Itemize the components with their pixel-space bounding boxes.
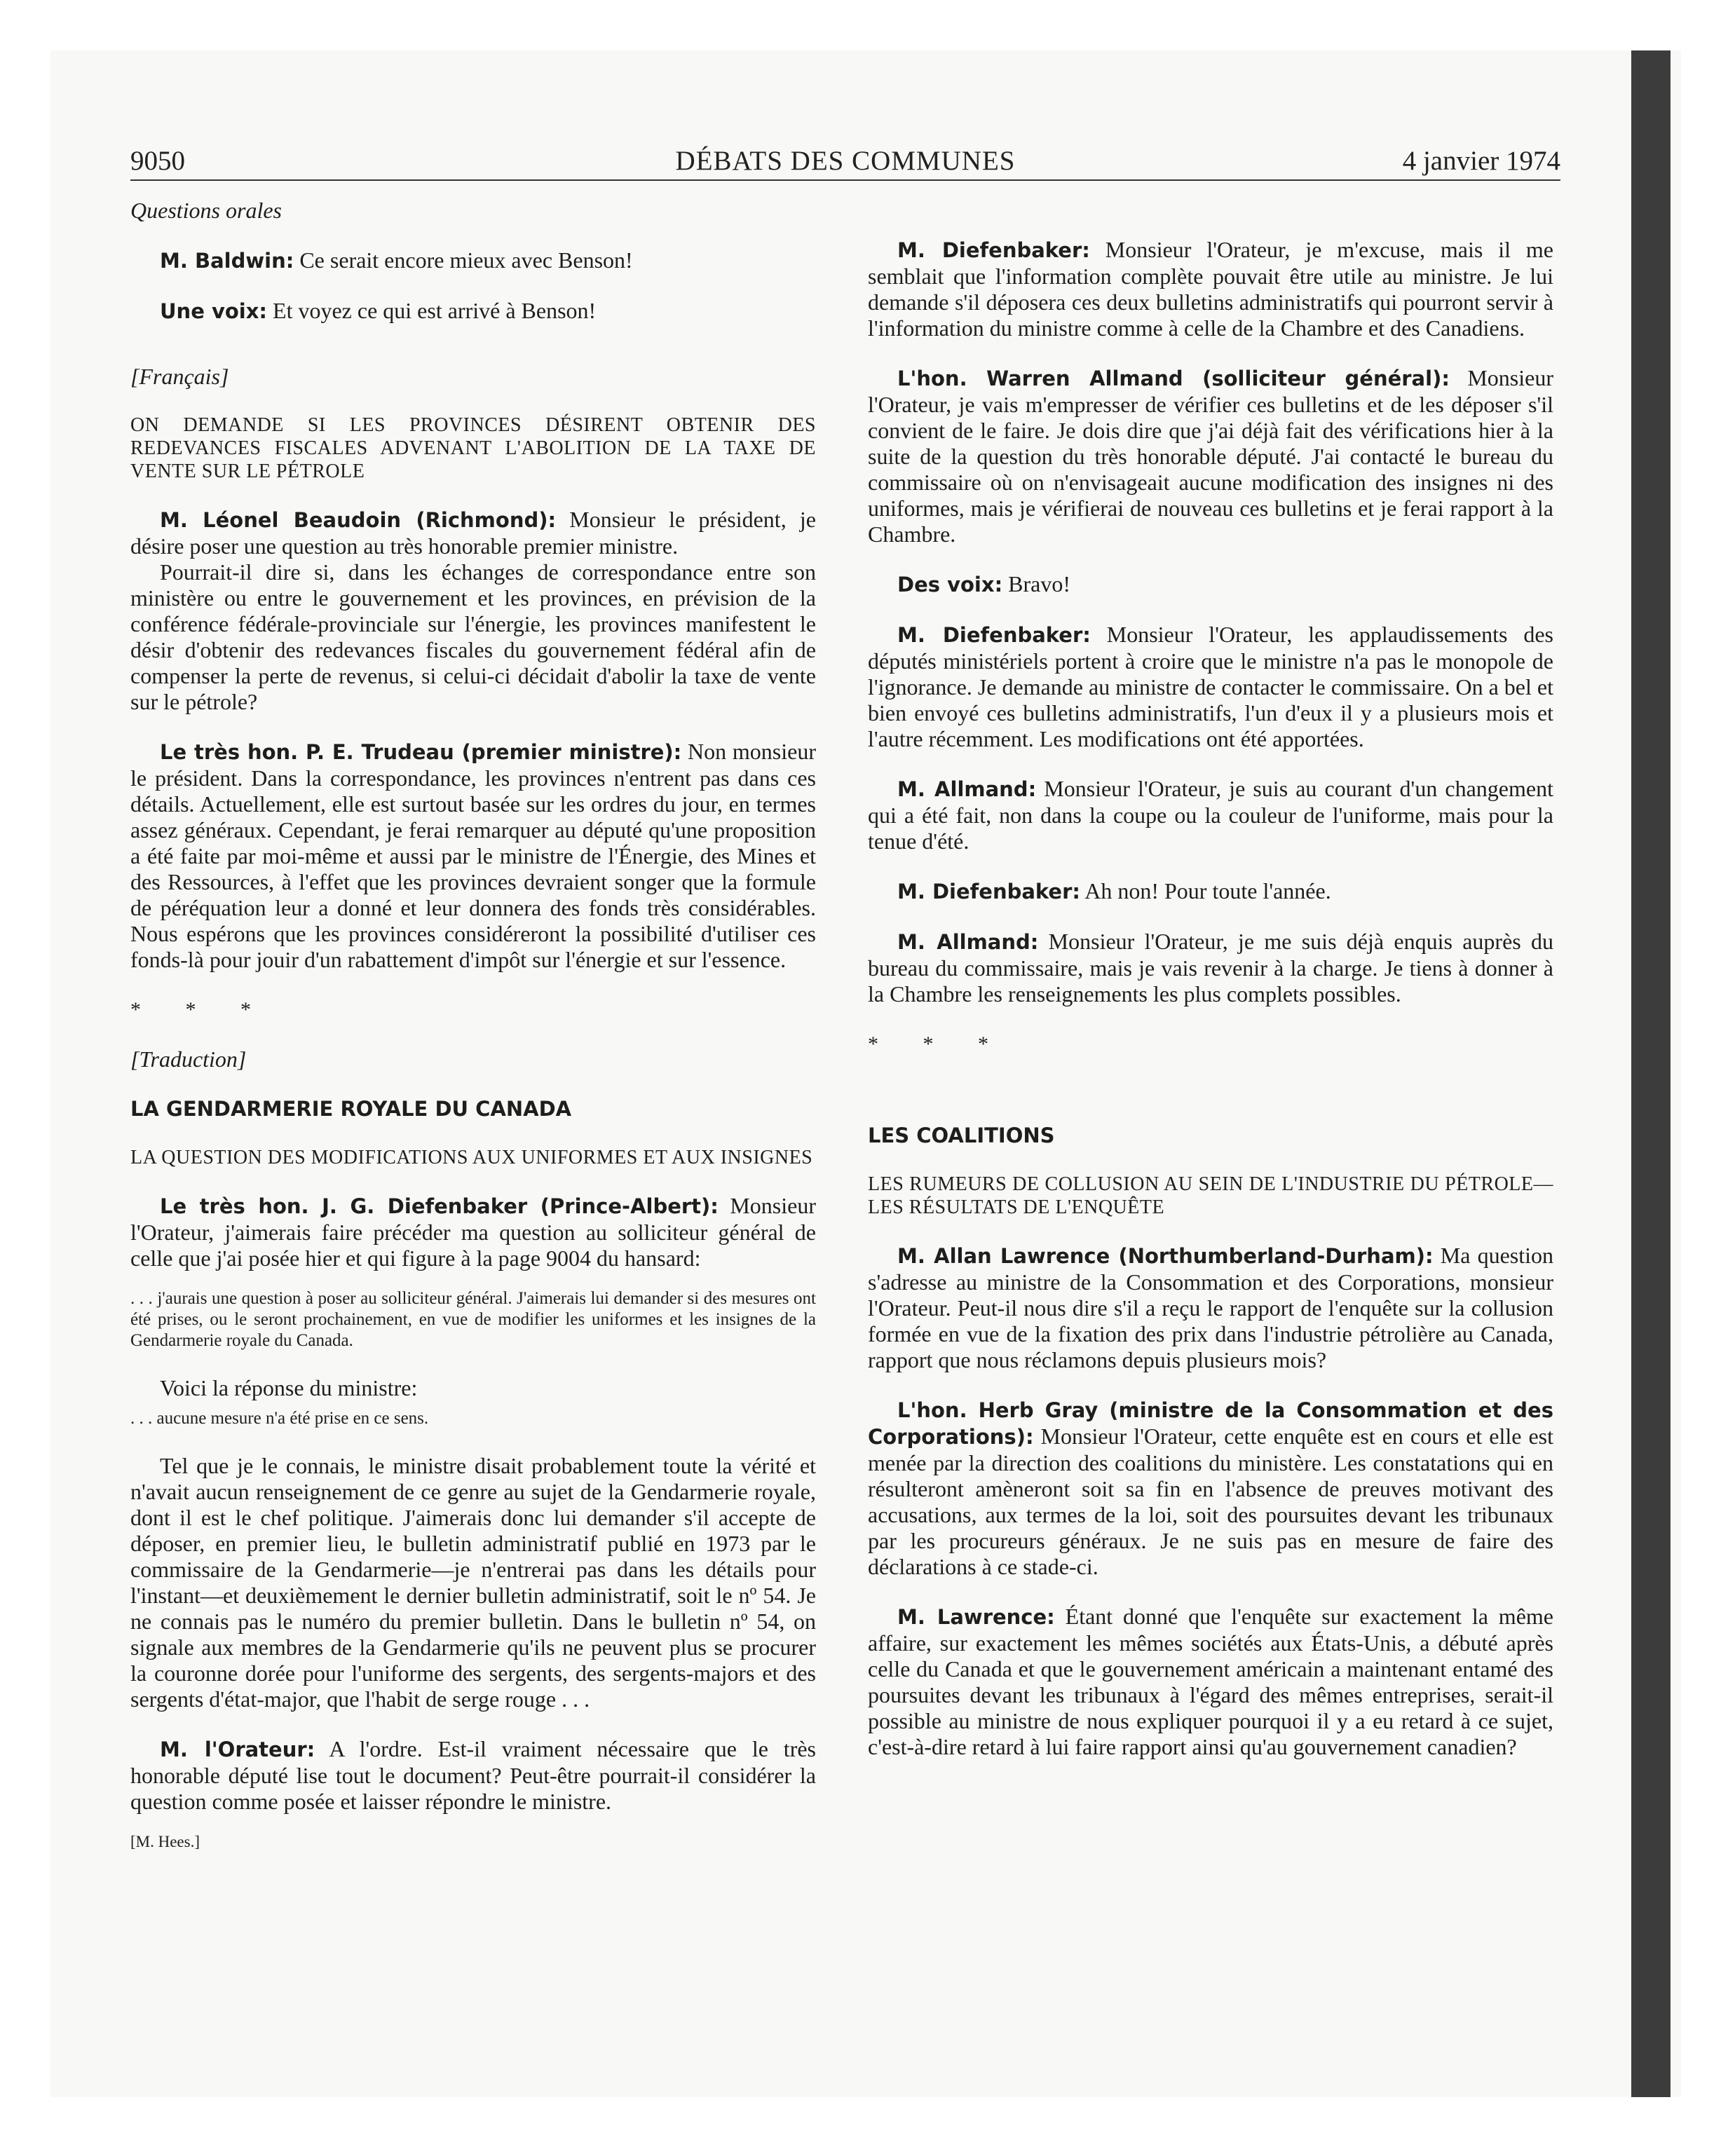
speaker-name: Le très hon. J. G. Diefenbaker (Prince-Albert): <box>160 1194 719 1218</box>
scan-edge-bar <box>1631 50 1671 2097</box>
speaker-name: L'hon. Herb Gray (ministre de la Consommation et des Corporations): <box>868 1398 1553 1449</box>
speech-paragraph: Voici la réponse du ministre: <box>160 1375 418 1400</box>
speech-text: Monsieur l'Orateur, je m'excuse, mais il me semblait que l'information complète pouvait être utile au ministre. Je lui demande s'il déposera ces deux bulletins administratifs qui pourront servir à l'information du ministre comme à celle de la Chambre et des Canadiens. <box>868 237 1553 341</box>
speaker-name: M. l'Orateur: <box>160 1738 315 1761</box>
speech-paragraph <box>130 247 816 274</box>
speech-text: Monsieur l'Orateur, je vais m'empresser de vérifier ces bulletins et de les déposer s'il convient de le faire. Je dois dire que j'ai déjà fait des vérifications hier à la suite de la question du très honorable député. J'ai contacté le bureau du commissaire où on n'envisageait aucune modification des insignes ni des uniformes, mais je vérifierai de nouveau ces bulletins et je ferai rapport à la Chambre. <box>868 365 1554 547</box>
speech-paragraph <box>868 929 1553 1007</box>
speech-paragraph <box>868 1397 1553 1580</box>
spacer <box>868 1081 1553 1123</box>
publication-title: DÉBATS DES COMMUNES <box>675 146 1016 176</box>
speaker-name: M. Diefenbaker: <box>897 880 1080 903</box>
running-title: Questions orales <box>130 198 282 223</box>
speaker-name: M. Allmand: <box>897 930 1039 954</box>
speech-text: Monsieur l'Orateur, j'aimerais faire précéder ma question au solliciteur général de celle que j'ai posée hier et qui figure à la page 9004 du hansard: <box>130 1193 816 1271</box>
speaker-name: M. Diefenbaker: <box>897 238 1090 262</box>
speech-paragraph <box>868 776 1553 854</box>
speaker-name: M. Léonel Beaudoin (Richmond): <box>160 508 557 532</box>
speech-paragraph <box>130 1736 816 1815</box>
speaker-name: M. Lawrence: <box>897 1605 1055 1629</box>
language-tag: [Traduction] <box>130 1046 247 1072</box>
quotation: . . . aucune mesure n'a été prise en ce sens. <box>130 1409 429 1428</box>
speech-text: Bravo! <box>1002 571 1071 596</box>
page-date: 4 janvier 1974 <box>1402 146 1560 176</box>
speech-paragraph <box>130 739 816 973</box>
speaker-name: Des voix: <box>897 573 1003 596</box>
speech-text: Étant donné que l'enquête sur exactement la même affaire, sur exactement les mêmes sociétés aux États-Unis, a débuté après celle du Canada et que le gouvernement américain a maintenant entamé des poursuites devant les tribunaux à l'égard des mêmes entreprises, serait-il possible au ministre de nous expliquer pourquoi il y a eu retard à ce sujet, c'est-à-dire retard à lui faire rapport ainsi qu'au gouvernement canadien? <box>868 1604 1553 1759</box>
speech-paragraph <box>868 1243 1553 1373</box>
speech-text: Ah non! Pour toute l'année. <box>1080 878 1331 903</box>
speech-text: Monsieur l'Orateur, cette enquête est en cours et elle est menée par la direction des coalitions du ministère. Les constatations qui en résulteront amèneront soit sa fin en l'absence de preuves motivant des accusations, aux termes de la loi, soit des poursuites devant les tribunaux par les procureurs généraux. Je ne suis pas en mesure de faire des déclarations à ce stade-ci. <box>868 1424 1553 1579</box>
speaker-footnote: [M. Hees.] <box>130 1833 200 1850</box>
section-heading: LES COALITIONS <box>868 1124 1055 1147</box>
section-title: LA QUESTION DES MODIFICATIONS AUX UNIFORMES ET AUX INSIGNES <box>130 1147 813 1168</box>
speech-text: Ce serait encore mieux avec Benson! <box>294 247 633 273</box>
speech-paragraph <box>130 1193 816 1271</box>
speech-text: Monsieur l'Orateur, je suis au courant d'un changement qui a été fait, non dans la coupe ou la couleur de l'uniforme, mais pour la tenue d'été. <box>868 776 1553 854</box>
speaker-name: M. Diefenbaker: <box>897 623 1091 647</box>
speech-text: Monsieur l'Orateur, je me suis déjà enquis auprès du bureau du commissaire, mais je vais revenir à la charge. Je tiens à donner à la Chambre les renseignements les plus complets possibles. <box>868 929 1553 1007</box>
section-separator: * * * <box>868 1032 1008 1056</box>
speech-paragraph <box>868 1604 1553 1760</box>
speech-text: Et voyez ce qui est arrivé à Benson! <box>267 298 597 323</box>
speech-text: A l'ordre. Est-il vraiment nécessaire que le très honorable député lise tout le document? Peut-être pourrait-il considérer la question comme posée et laisser répondre le ministre. <box>130 1736 817 1814</box>
section-heading: LA GENDARMERIE ROYALE DU CANADA <box>130 1097 572 1121</box>
language-tag: [Français] <box>130 364 229 389</box>
quotation: . . . j'aurais une question à poser au solliciteur général. J'aimerais lui demander si des mesures ont été prises, ou le seront prochainement, en vue de modifier les uniformes et les insignes de la Gendarmerie royale du Canada. <box>130 1289 816 1350</box>
speaker-name: Le très hon. P. E. Trudeau (premier ministre): <box>160 740 682 764</box>
speech-paragraph <box>868 622 1553 752</box>
speaker-name: Une voix: <box>160 299 268 323</box>
speaker-name: L'hon. Warren Allmand (solliciteur général): <box>897 367 1450 390</box>
page-header <box>130 143 1560 181</box>
speech-paragraph <box>130 507 816 559</box>
section-title: ON DEMANDE SI LES PROVINCES DÉSIRENT OBTENIR DES REDEVANCES FISCALES ADVENANT L'ABOLITION DE LA TAXE DE VENTE SUR LE PÉTROLE <box>130 414 816 482</box>
page-number: 9050 <box>130 146 185 176</box>
speech-text: Monsieur l'Orateur, les applaudissements des députés ministériels portent à croire que le ministre n'a pas le monopole de l'ignorance. Je demande au ministre de contacter le commissaire. On a bel et bien envoyé ces bulletins administratifs, l'un d'eux il y a plusieurs mois et l'autre récemment. Les modifications ont été apportées. <box>868 622 1553 751</box>
speaker-name: M. Baldwin: <box>160 249 294 273</box>
speech-paragraph: Pourrait-il dire si, dans les échanges de correspondance entre son ministère ou entre le gouvernement et les provinces, en prévision de la conférence fédérale-provinciale sur l'énergie, les provinces manifestent le désir d'obtenir des redevances fiscales du gouvernement fédéral afin de compenser la perte de revenus, si celui-ci décidait d'abolir la taxe de vente sur le pétrole? <box>130 559 816 714</box>
speech-paragraph <box>868 237 1553 341</box>
right-column <box>868 237 1553 1784</box>
speaker-name: M. Allan Lawrence (Northumberland-Durham): <box>897 1244 1434 1268</box>
speech-text: Monsieur le président, je désire poser une question au très honorable premier ministre. <box>130 507 816 559</box>
speech-paragraph <box>868 365 1553 547</box>
speech-paragraph <box>130 298 816 325</box>
section-separator: * * * <box>130 998 271 1021</box>
speech-text: Ma question s'adresse au ministre de la Consommation et des Corporations, monsieur l'Orateur. Peut-il nous dire s'il a reçu le rapport de l'enquête sur la collusion formée en vue de la fixation des prix dans l'industrie pétrolière au Canada, rapport que nous réclamons depuis plusieurs mois? <box>868 1243 1553 1372</box>
left-column <box>130 198 816 1878</box>
section-title: LES RUMEURS DE COLLUSION AU SEIN DE L'INDUSTRIE DU PÉTROLE—LES RÉSULTATS DE L'ENQUÊTE <box>868 1173 1553 1218</box>
speaker-name: M. Allmand: <box>897 777 1037 801</box>
speech-paragraph <box>868 571 1553 598</box>
speech-paragraph: Tel que je le connais, le ministre disait probablement toute la vérité et n'avait aucun renseignement de ce genre au sujet de la Gendarmerie royale, dont il est le chef politique. J'aimerais donc lui demander s'il accepte de déposer, en premier lieu, le bulletin administratif publié en 1973 par le commissaire de la Gendarmerie—je n'entrerai pas dans les détails pour l'instant—et deuxièmement le dernier bulletin administratif, soit le nº 54. Je ne connais pas le numéro du premier bulletin. Dans le bulletin nº 54, on signale aux membres de la Gendarmerie qu'ils ne peuvent plus se procurer la couronne dorée pour l'uniforme des sergents, des sergents-majors et des sergents d'état-major, que l'habit de serge rouge . . . <box>130 1453 816 1712</box>
speech-text: Non monsieur le président. Dans la correspondance, les provinces n'entrent pas dans ces détails. Actuellement, elle est surtout basée sur les ordres du jour, en termes assez généraux. Cependant, je ferai remarquer au député qu'une proposition a été faite par moi-même et aussi par le ministre de l'Énergie, des Mines et des Ressources, à l'effet que les provinces devraient songer que la formule de péréquation leur a donné et leur donnera des fonds très considérables. Nous espérons que les provinces considéreront la possibilité d'utiliser ces fonds-là pour jouir d'un rabattement d'impôt sur l'énergie et sur l'essence. <box>130 739 816 972</box>
speech-paragraph <box>868 878 1553 905</box>
